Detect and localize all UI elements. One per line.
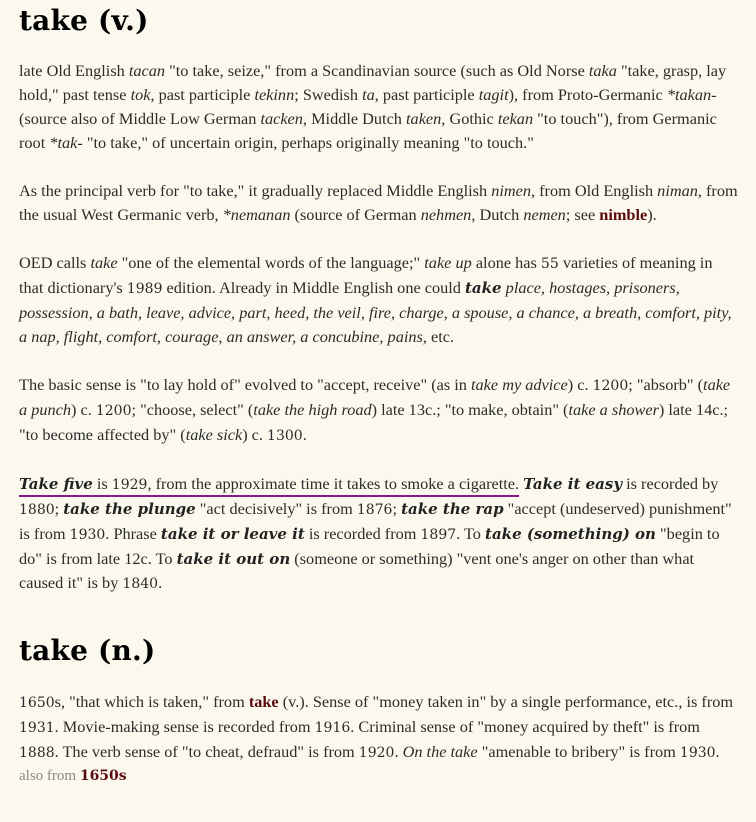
entry-take-noun: [19, 630, 738, 785]
entry-take-verb: [19, 0, 738, 596]
entry-title: take (v.): [19, 4, 149, 37]
paragraph-basic-sense: The basic sense is "to lay hold of" evolved to "accept, receive" (as in take my advice) c. 1200; "absorb" (take a punch) c. 1200; "choose, select" (take the high road) late 13c.; "to make, obtain" (take a shower) late 14c.; "to become affected by" (take sick) c. 1300.: [19, 375, 731, 444]
paragraph-oed: OED calls take "one of the elemental words of the language;" take up alone has 55 varieties of meaning in that dictionary's 1989 edition. Already in Middle English one could take place, hostages, prisoners, possession, a bath, leave, advice, part, heed, the veil, fire, charge, a spouse, a chance, a breath, comfort, pity, a nap, flight, comfort, courage, an answer, a concubine, pains, etc.: [19, 253, 732, 346]
link-take-verb[interactable]: take: [248, 692, 279, 711]
entry-title: take (n.): [19, 634, 156, 667]
link-1650s[interactable]: 1650s: [79, 768, 127, 784]
paragraph-principal-verb: As the principal verb for "to take," it gradually replaced Middle English nimen, from Old English niman, from the usual West Germanic verb, *nemanan (source of German nehmen, Dutch nemen; see nimble).: [19, 181, 738, 224]
link-nimble[interactable]: nimble: [599, 205, 648, 224]
paragraph-origin: late Old English tacan "to take, seize," from a Scandinavian source (such as Old Norse taka "take, grasp, lay hold," past tense tok, past participle tekinn; Swedish ta, past participle tagit), from Proto-Germanic *takan- (source also of Middle Low German tacken, Middle Dutch taken, Gothic tekan "to touch"), from Germanic root *tak- "to take," of uncertain origin, perhaps originally meaning "to touch.": [19, 61, 727, 152]
highlighted-sentence: Take five is 1929, from the approximate time it takes to smoke a cigarette.: [19, 474, 520, 493]
also-from-line: also from 1650s: [19, 768, 127, 784]
paragraph-noun-senses: 1650s, "that which is taken," from take (v.). Sense of "money taken in" by a single performance, etc., is from 1931. Movie-making sense is recorded from 1916. Criminal sense of "money acquired by theft" is from 1888. The verb sense of "to cheat, defraud" is from 1920. On the take "amenable to bribery" is from 1930.: [19, 692, 734, 761]
paragraph-phrases: Take five is 1929, from the approximate time it takes to smoke a cigarette. Take it easy is recorded by 1880; take the plunge "act decisively" is from 1876; take the rap "accept (undeserved) punishment" is from 1930. Phrase take it or leave it is recorded from 1897. To take (something) on "begin to do" is from late 12c. To take it out on (someone or something) "vent one's anger on other than what caused it" is by 1840.: [19, 474, 732, 592]
